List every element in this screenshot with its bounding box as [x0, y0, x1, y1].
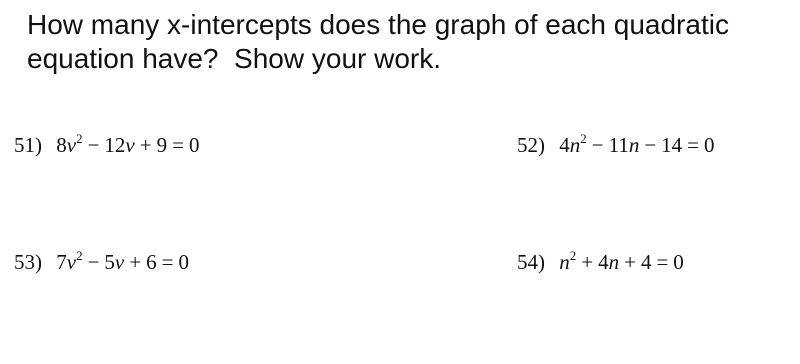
operator: −	[644, 133, 657, 157]
problem-number: 53)	[14, 250, 42, 274]
coefficient-b: 5	[104, 250, 115, 274]
coefficient-a: 8	[56, 133, 67, 157]
problem-54	[517, 249, 684, 275]
constant: 9	[156, 133, 168, 157]
right-hand-side: 0	[188, 133, 200, 157]
coefficient-b: 12	[104, 133, 126, 157]
equation	[56, 250, 189, 274]
variable: v	[66, 133, 77, 157]
operator: +	[624, 250, 636, 274]
equation	[559, 133, 714, 157]
exponent: 2	[569, 248, 577, 263]
prompt-line-2: equation have? Show your work.	[27, 43, 442, 74]
problem-number: 52)	[517, 133, 545, 157]
exponent: 2	[76, 131, 83, 146]
prompt-line-1: How many x-intercepts does the graph of each quadratic	[27, 9, 729, 40]
coefficient-a: 7	[56, 250, 67, 274]
equals-sign: =	[172, 133, 184, 157]
right-hand-side: 0	[178, 250, 189, 274]
equation	[559, 250, 684, 274]
coefficient-a: 4	[559, 133, 570, 157]
equals-sign: =	[687, 133, 700, 157]
exponent: 2	[76, 248, 83, 263]
coefficient-b: 11	[608, 133, 629, 157]
constant: 14	[661, 133, 683, 157]
variable: v	[66, 250, 77, 274]
constant: 6	[146, 250, 157, 274]
question-prompt	[27, 8, 787, 76]
operator: −	[591, 133, 604, 157]
problem-number: 54)	[517, 250, 545, 274]
variable: n	[559, 250, 570, 274]
problem-53	[14, 249, 189, 275]
operator: −	[87, 250, 100, 274]
operator: +	[581, 250, 594, 274]
variable: n	[569, 133, 581, 157]
variable-b: v	[114, 250, 125, 274]
operator: −	[87, 133, 100, 157]
problem-52	[517, 132, 715, 158]
operator: +	[139, 133, 152, 157]
variable-b: n	[608, 250, 620, 274]
problem-number: 51)	[14, 133, 42, 157]
operator: +	[129, 250, 142, 274]
right-hand-side: 0	[704, 133, 715, 157]
equals-sign: =	[656, 250, 669, 274]
variable-b: n	[628, 133, 640, 157]
equals-sign: =	[161, 250, 174, 274]
equation	[56, 133, 199, 157]
coefficient-b: 4	[598, 250, 609, 274]
constant: 4	[640, 250, 652, 274]
variable-b: v	[125, 133, 135, 157]
right-hand-side: 0	[673, 250, 684, 274]
exponent: 2	[580, 131, 587, 146]
problem-51	[14, 132, 199, 158]
